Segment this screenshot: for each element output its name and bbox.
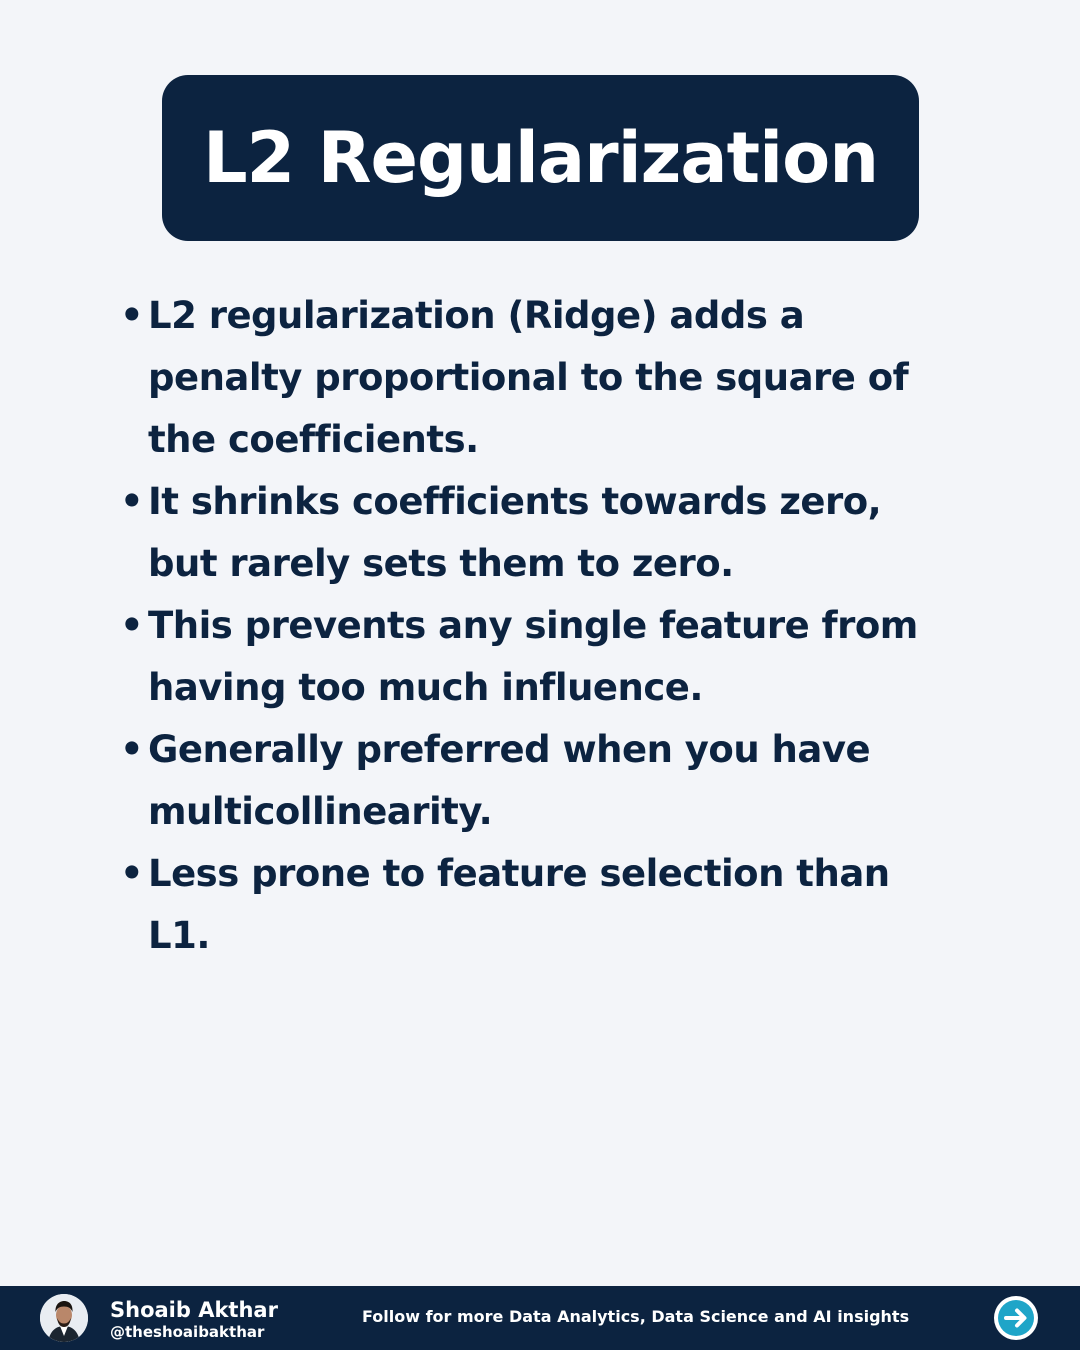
follow-cta-text: Follow for more Data Analytics, Data Science and AI insights: [362, 1307, 910, 1326]
bullet-text: Generally preferred when you have multicollinearity.: [148, 728, 871, 833]
list-item: [120, 285, 950, 471]
page-title: L2 Regularization: [202, 117, 879, 199]
arrow-right-circle-icon: [992, 1294, 1040, 1342]
next-slide-button[interactable]: [992, 1294, 1040, 1342]
list-item: [120, 471, 950, 595]
avatar: [40, 1294, 88, 1342]
bullet-marker: •: [120, 728, 144, 771]
profile-photo-icon: [40, 1294, 88, 1342]
bullet-text: L2 regularization (Ridge) adds a penalty proportional to the square of the coefficients.: [148, 294, 909, 461]
bullet-marker: •: [120, 294, 144, 337]
bullet-marker: •: [120, 852, 144, 895]
footer-bar: [0, 1286, 1080, 1350]
bullet-text: Less prone to feature selection than L1.: [148, 852, 890, 957]
bullet-text: This prevents any single feature from having too much influence.: [148, 604, 918, 709]
author-name: Shoaib Akthar: [110, 1298, 278, 1322]
bullet-marker: •: [120, 604, 144, 647]
list-item: [120, 595, 950, 719]
title-banner: [162, 75, 919, 241]
list-item: [120, 843, 950, 967]
bullet-text: It shrinks coefficients towards zero, but rarely sets them to zero.: [148, 480, 882, 585]
bullet-list: [120, 285, 950, 967]
author-handle[interactable]: @theshoaibakthar: [110, 1323, 265, 1341]
list-item: [120, 719, 950, 843]
bullet-marker: •: [120, 480, 144, 523]
